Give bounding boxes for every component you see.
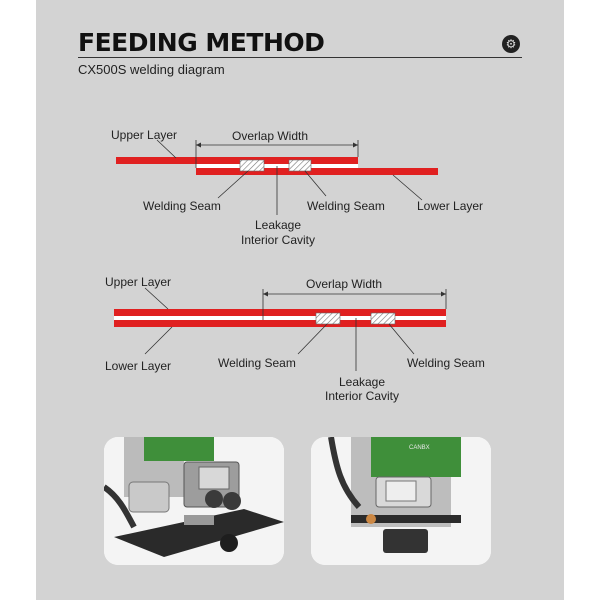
label-overlap-width: Overlap Width <box>306 277 383 291</box>
leader-lower-layer <box>145 327 172 354</box>
label-overlap-width: Overlap Width <box>232 129 309 143</box>
label-lower-layer: Lower Layer <box>105 359 172 373</box>
leader-upper-layer <box>145 288 168 309</box>
label-upper-layer: Upper Layer <box>111 128 178 142</box>
upper-layer-sheet <box>114 309 446 316</box>
welding-seam-left-mark <box>316 313 340 324</box>
brand-label: CANBX <box>409 445 430 451</box>
welder-photo-right <box>311 437 491 565</box>
overlap-gap <box>114 316 446 320</box>
welder-photo-left <box>104 437 284 565</box>
page-subtitle: CX500S welding diagram <box>78 62 225 77</box>
label-welding-seam-right: Welding Seam <box>407 356 485 370</box>
label-welding-seam-left: Welding Seam <box>218 356 296 370</box>
overlap-arrow-left <box>263 292 268 297</box>
welder-illustration-right <box>311 437 491 565</box>
gear-icon: ⚙ <box>502 35 520 53</box>
welding-seam-right-mark <box>371 313 395 324</box>
page-title: FEEDING METHOD <box>78 28 325 57</box>
label-welding-seam-left: Welding Seam <box>143 199 221 213</box>
label-welding-seam-right: Welding Seam <box>307 199 385 213</box>
label-leakage: Leakage <box>254 218 302 232</box>
lower-layer-sheet <box>114 320 446 327</box>
leader-seam-right <box>389 324 414 354</box>
label-interior-cavity: Interior Cavity <box>324 389 400 403</box>
overlap-arrow-right <box>441 292 446 297</box>
label-lower-layer: Lower Layer <box>417 199 484 213</box>
label-upper-layer: Upper Layer <box>105 275 172 289</box>
label-leakage: Leakage <box>338 375 386 389</box>
label-interior-cavity: Interior Cavity <box>240 233 316 247</box>
leader-seam-left <box>298 324 327 354</box>
welder-illustration-left <box>104 437 284 565</box>
